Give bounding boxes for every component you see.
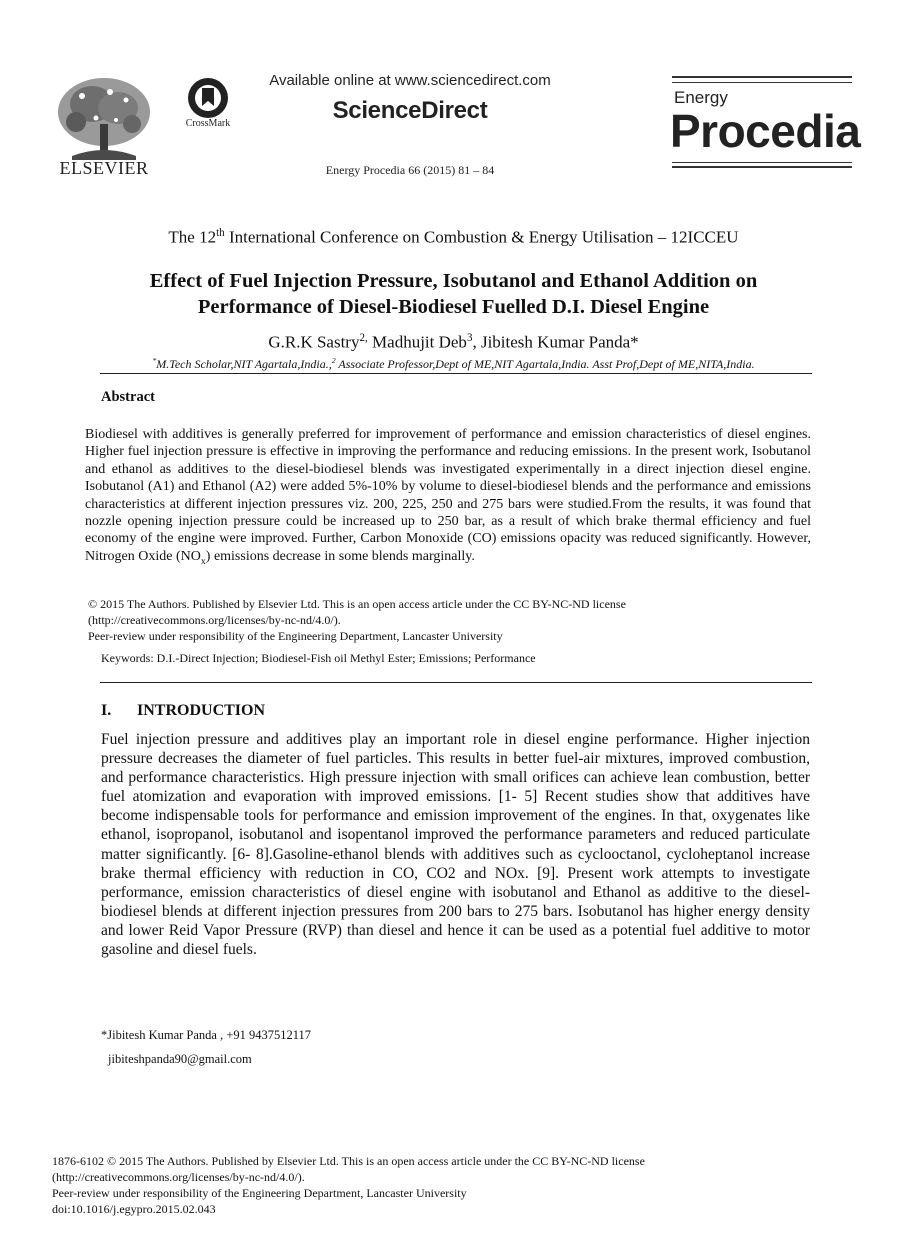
available-online-text: Available online at www.sciencedirect.com [269,72,551,89]
conference-name: The 12th International Conference on Combustion & Energy Utilisation – 12ICCEU [168,227,739,247]
publisher-wordmark: ELSEVIER [59,158,149,178]
procedia-rule [672,82,852,83]
abstract-heading: Abstract [101,389,155,405]
journal-name-procedia: Procedia [670,105,861,157]
divider [100,682,812,683]
corresponding-author: *Jibitesh Kumar Panda , +91 9437512117 [101,1028,312,1042]
sciencedirect-wordmark[interactable]: ScienceDirect [332,97,488,124]
procedia-rule [672,166,852,168]
author-email[interactable]: jibiteshpanda90@gmail.com [108,1052,252,1066]
affiliations: *M.Tech Scholar,NIT Agartala,India.,$^2$ Associate Professor,Dept of ME,NIT Agartala,India. Asst Prof,Dept of ME,NITA,India. [152,356,755,371]
introduction-text: Fuel injection pressure and additives play an important role in diesel engine performance. Higher injection pressure decreases the diameter of fuel particles. This results in better fuel-air mixtures, improved combustion, and performance characteristics. High pressure injection with small orifices can achieve lean combustion, better fuel atomization and evaporation with improved emissions. [1- 5] Recent studies show that additives have become indispensable tools for performance and emission improvement of the engines. In that, oxygenates like ethanol, isopropanol, isobutanol and isopentanol improved the performance parameters and reduced particulate matter significantly. [6- 8].Gasoline-ethanol blends with additives such as cyclooctanol, cycloheptanol increase brake thermal efficiency with reduction in CO, CO2 and NOx. [9]. Present work attempts to investigate performance, emission characteristics of diesel engine with isobutanol and Ethanol as additive to the diesel-biodiesel blends at different injection pressures from 200 bars to 275 bars. Isobutanol has higher energy density and lower Reid Vapor Pressure (RVP) than diesel and hence it can be used as a potential fuel additive to motor gasoline and diesel fuels. [101,731,810,959]
page-footer: 1876-6102 © 2015 The Authors. Published by Elsevier Ltd. This is an open access article under the CC BY-NC-ND license (http://creativecommons.org/licenses/by-nc-nd/4.0/). Peer-review under responsibility of the Engineering Department, Lancaster University doi:10.1016/j.egypro.2015.02.043 [52,1153,852,1217]
author-list: G.R.K Sastry$^{2,}$ Madhujit Deb$^3$, Jibitesh Kumar Panda* [268,332,639,352]
journal-reference: Energy Procedia 66 (2015) 81 – 84 [325,163,495,177]
license-link[interactable]: (http://creativecommons.org/licenses/by-nc-nd/4.0/). [88,613,341,627]
paper-title: Effect of Fuel Injection Pressure, Isobutanol and Ethanol Addition on Performance of Diesel-Biodiesel Fuelled D.I. Diesel Engine [149,270,758,318]
license-notice: © 2015 The Authors. Published by Elsevier Ltd. This is an open access article under the CC BY-NC-ND license (http://creativecommons.org/licenses/by-nc-nd/4.0/). Peer-review under responsibility of the Engineering Department, Lancaster University [88,596,808,644]
doi[interactable]: doi:10.1016/j.egypro.2015.02.043 [52,1202,216,1216]
footer-license-link[interactable]: (http://creativecommons.org/licenses/by-nc-nd/4.0/). [52,1170,305,1184]
journal-name-energy: Energy [674,88,728,107]
procedia-rule [672,162,852,163]
section-heading-introduction: I. INTRODUCTION [101,702,266,719]
divider [100,373,812,374]
abstract-text: Biodiesel with additives is generally preferred for improvement of performance and emission characteristics of diesel engines. Higher fuel injection pressure is effective in improving the performance and reducing emissions. In the present work, Isobutanol and ethanol as additives to the diesel-biodiesel blends was investigated experimentally in a direct injection diesel engine. Isobutanol (A1) and Ethanol (A2) were added 5%-10% by volume to diesel-biodiesel blends and the performance and emissions characteristics at different injection pressures viz. 200, 225, 250 and 275 bars were studied.From the results, it was found that nozzle opening injection pressure could be increased up to 250 bar, as a result of which brake thermal efficiency and fuel economy of the engine were improved. Further, Carbon Monoxide (CO) emissions opacity was reduced significantly. However, Nitrogen Oxide $(NO_x)$ emissions decrease in some blends marginally. [85,427,811,567]
crossmark-label: CrossMark [185,118,231,129]
procedia-rule [672,76,852,78]
keywords: Keywords: D.I.-Direct Injection; Biodiesel-Fish oil Methyl Ester; Emissions; Performance [101,651,536,665]
